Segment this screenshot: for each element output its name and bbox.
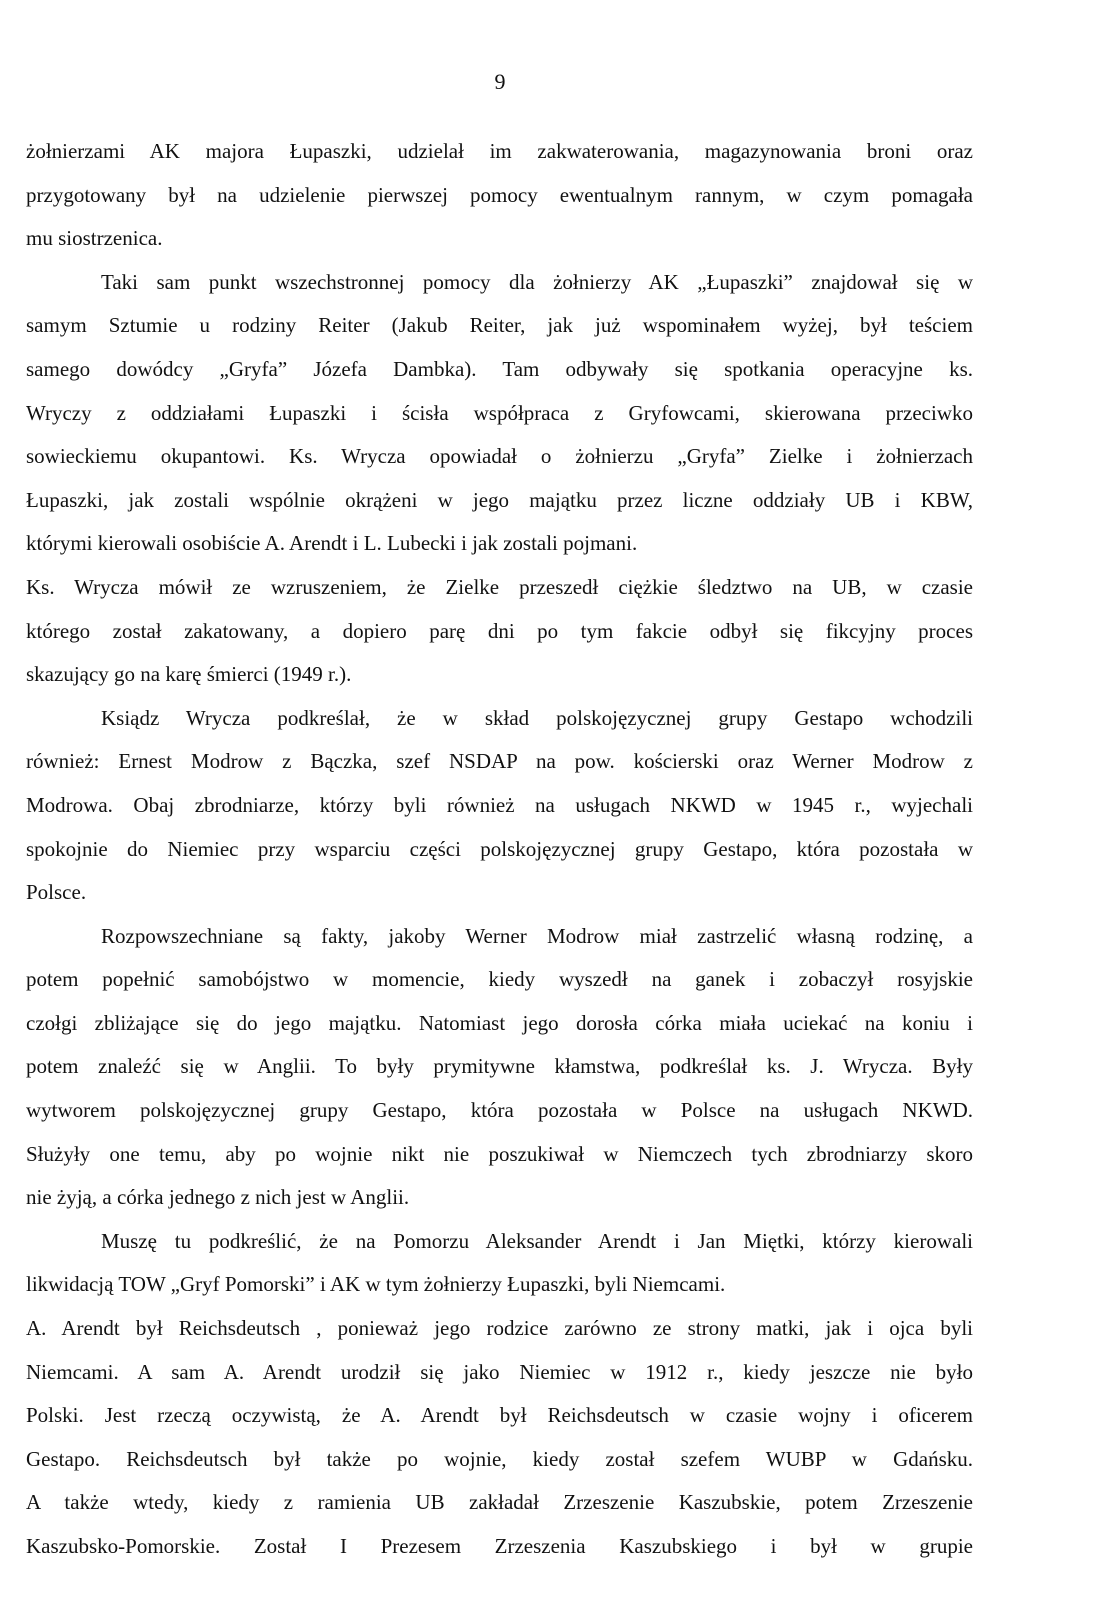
text-line: likwidacją TOW „Gryf Pomorski” i AK w tym żołnierzy Łupaszki, byli Niemcami.: [26, 1272, 726, 1297]
text-line: Modrowa. Obaj zbrodniarze, którzy byli również na usługach NKWD w 1945 r., wyjechali: [26, 792, 973, 817]
text-line: Taki sam punkt wszechstronnej pomocy dla żołnierzy AK „Łupaszki” znajdował się w: [101, 269, 973, 294]
text-line: mu siostrzenica.: [26, 226, 163, 251]
text-line: Służyły one temu, aby po wojnie nikt nie poszukiwał w Niemczech tych zbrodniarzy skoro: [26, 1141, 973, 1166]
text-line: sowieckiemu okupantowi. Ks. Wrycza opowiadał o żołnierzu „Gryfa” Zielke i żołnierzach: [26, 444, 973, 469]
text-line: Łupaszki, jak zostali wspólnie okrążeni w jego majątku przez liczne oddziały UB i KBW,: [26, 487, 973, 512]
text-line: Ksiądz Wrycza podkreślał, że w skład polskojęzycznej grupy Gestapo wchodzili: [101, 705, 973, 730]
text-line: przygotowany był na udzielenie pierwszej pomocy ewentualnym rannym, w czym pomagała: [26, 182, 973, 207]
text-line: skazujący go na karę śmierci (1949 r.).: [26, 662, 352, 687]
text-line: samym Sztumie u rodziny Reiter (Jakub Reiter, jak już wspominałem wyżej, był teściem: [26, 313, 973, 338]
text-line: Polski. Jest rzeczą oczywistą, że A. Arendt był Reichsdeutsch w czasie wojny i oficerem: [26, 1403, 973, 1428]
text-line: spokojnie do Niemiec przy wsparciu części polskojęzycznej grupy Gestapo, która pozostała w: [26, 836, 973, 861]
page-number: 9: [494, 69, 506, 94]
text-line: również: Ernest Modrow z Bączka, szef NSDAP na pow. kościerski oraz Werner Modrow z: [26, 749, 973, 774]
text-line: Ks. Wrycza mówił ze wzruszeniem, że Zielke przeszedł ciężkie śledztwo na UB, w czasie: [26, 574, 973, 599]
text-line: Wryczy z oddziałami Łupaszki i ścisła współpraca z Gryfowcami, skierowana przeciwko: [26, 400, 973, 425]
text-line: wytworem polskojęzycznej grupy Gestapo, która pozostała w Polsce na usługach NKWD.: [26, 1098, 973, 1123]
text-line: którego został zakatowany, a dopiero parę dni po tym fakcie odbył się fikcyjny proces: [26, 618, 973, 643]
text-line: którymi kierowali osobiście A. Arendt i L. Lubecki i jak zostali pojmani.: [26, 531, 638, 556]
text-line: Muszę tu podkreślić, że na Pomorzu Aleksander Arendt i Jan Miętki, którzy kierowali: [101, 1228, 973, 1253]
text-line: samego dowódcy „Gryfa” Józefa Dambka). Tam odbywały się spotkania operacyjne ks.: [26, 356, 973, 381]
text-line: Kaszubsko-Pomorskie. Został I Prezesem Zrzeszenia Kaszubskiego i był w grupie: [26, 1534, 973, 1558]
text-line: nie żyją, a córka jednego z nich jest w Anglii.: [26, 1185, 410, 1210]
text-line: potem popełnić samobójstwo w momencie, kiedy wyszedł na ganek i zobaczył rosyjskie: [26, 967, 973, 992]
text-line: A. Arendt był Reichsdeutsch , ponieważ jego rodzice zarówno ze strony matki, jak i ojca byli: [26, 1316, 973, 1341]
text-line: Rozpowszechniane są fakty, jakoby Werner Modrow miał zastrzelić własną rodzinę, a: [101, 923, 973, 948]
text-line: Gestapo. Reichsdeutsch był także po wojnie, kiedy został szefem WUBP w Gdańsku.: [26, 1446, 973, 1471]
text-line: potem znaleźć się w Anglii. To były prymitywne kłamstwa, podkreślał ks. J. Wrycza. Były: [26, 1054, 973, 1079]
body-text: [26, 130, 973, 1569]
text-line: żołnierzami AK majora Łupaszki, udzielał im zakwaterowania, magazynowania broni oraz: [26, 139, 973, 163]
text-line: A także wtedy, kiedy z ramienia UB zakładał Zrzeszenie Kaszubskie, potem Zrzeszenie: [26, 1490, 973, 1515]
text-line: Niemcami. A sam A. Arendt urodził się jako Niemiec w 1912 r., kiedy jeszcze nie było: [26, 1359, 973, 1384]
text-line: Polsce.: [26, 880, 87, 905]
text-line: czołgi zbliżające się do jego majątku. Natomiast jego dorosła córka miała uciekać na koniu i: [26, 1010, 973, 1035]
